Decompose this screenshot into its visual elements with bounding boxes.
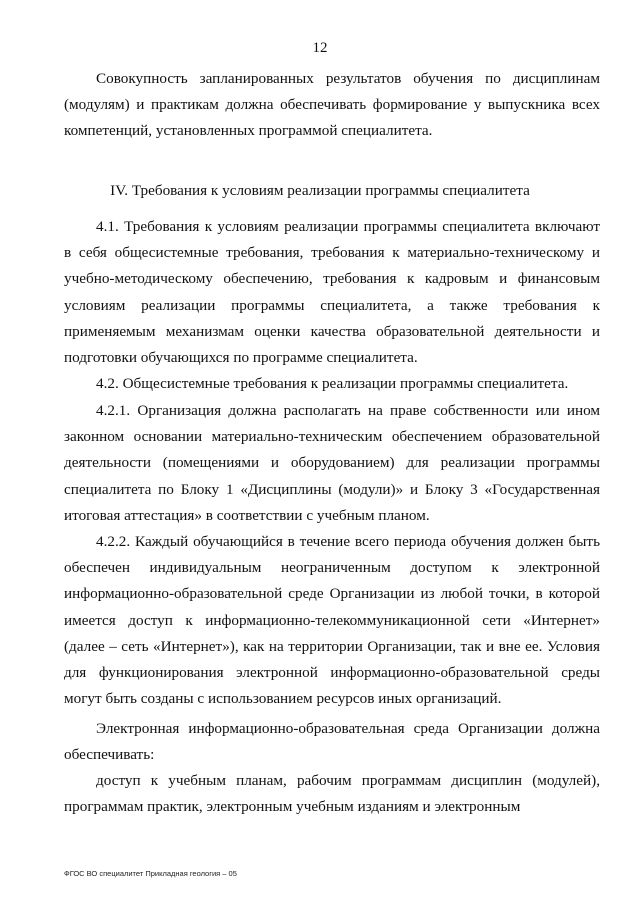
paragraph-4-2: 4.2. Общесистемные требования к реализации программы специалитета. (96, 375, 569, 392)
paragraph-access: доступ к учебным планам, рабочим программам дисциплин (модулей), программам практик, электронным учебным изданиям и электронным (64, 772, 600, 816)
intro-paragraph: Совокупность запланированных результатов обучения по дисциплинам (модулям) и практикам должна обеспечивать формирование у выпускника всех компетенций, установленных программой специалитета. (64, 70, 600, 140)
section-heading: IV. Требования к условиям реализации программы специалитета (110, 182, 530, 199)
paragraph-eios: Электронная информационно-образовательная среда Организации должна обеспечивать: (64, 720, 600, 764)
document-footer: ФГОС ВО специалитет Прикладная геология – 05 (64, 869, 237, 878)
paragraph-4-2-2: 4.2.2. Каждый обучающийся в течение всего периода обучения должен быть обеспечен индивидуальным неограниченным доступом к электронной информационно-образовательной среде Организации из любой точки, в которой имеется доступ к информационно-телекоммуникационной сети «Интернет» (далее – сеть «Интернет»), как на территории Организации, так и вне ее. Условия для функционирования электронной информационно-образовательной среды могут быть созданы с использованием ресурсов иных организаций. (64, 533, 600, 708)
paragraph-4-1: 4.1. Требования к условиям реализации программы специалитета включают в себя общесистемные требования, требования к материально-техническому и учебно-методическому обеспечению, требования к кадровым и финансовым условиям реализации программы специалитета, а также требования к применяемым механизмам оценки качества образовательной деятельности и подготовки обучающихся по программе специалитета. (64, 218, 600, 367)
paragraph-4-2-1: 4.2.1. Организация должна располагать на праве собственности или ином законном основании материально-техническим обеспечением образовательной деятельности (помещениями и оборудованием) для реализации программы специалитета по Блоку 1 «Дисциплины (модули)» и Блоку 3 «Государственная итоговая аттестация» в соответствии с учебным планом. (64, 402, 600, 524)
page-number: 12 (312, 40, 328, 56)
